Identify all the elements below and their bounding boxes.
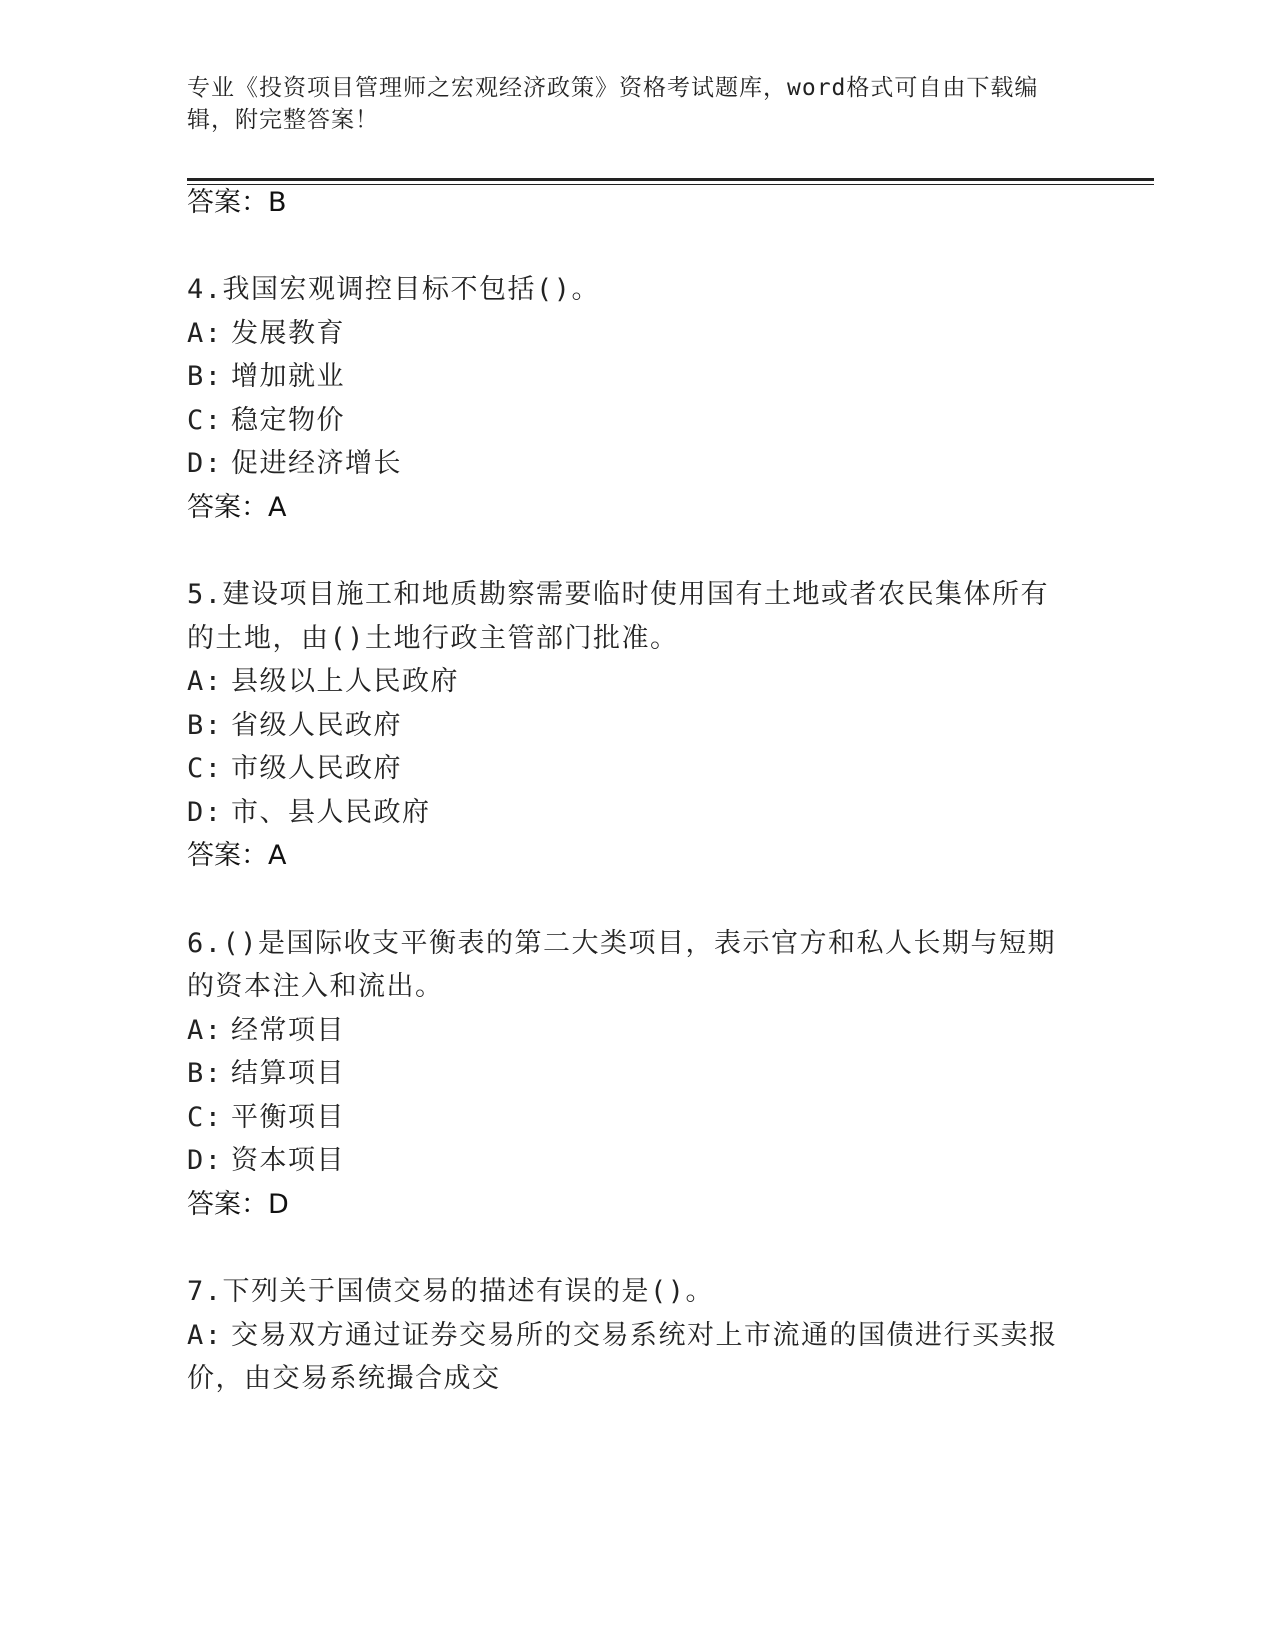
option-text: 交易双方通过证券交易所的交易系统对上市流通的国债进行买卖报	[231, 1320, 1058, 1351]
option-label: A:	[187, 666, 223, 697]
question-6-option-d	[187, 1144, 345, 1178]
question-5-option-a	[187, 665, 459, 699]
question-4-stem: 4.我国宏观调控目标不包括()。	[187, 274, 601, 305]
question-5-stem-line-1: 5.建设项目施工和地质勘察需要临时使用国有土地或者农民集体所有	[187, 579, 1050, 610]
question-5-option-b	[187, 709, 402, 743]
question-5-stem-line-2: 的土地，由()土地行政主管部门批准。	[187, 623, 679, 654]
answer-q5: 答案：A	[187, 840, 287, 871]
question-4-option-d	[187, 447, 402, 481]
option-label: C:	[187, 1102, 223, 1133]
option-text: 结算项目	[231, 1058, 345, 1089]
answer-q6: 答案：D	[187, 1189, 289, 1220]
question-6-option-a	[187, 1014, 345, 1048]
option-text: 平衡项目	[231, 1102, 345, 1133]
option-label: B:	[187, 1058, 223, 1089]
option-label: A:	[187, 318, 223, 349]
option-text: 市级人民政府	[231, 753, 402, 784]
option-text: 发展教育	[231, 318, 345, 349]
option-label: C:	[187, 753, 223, 784]
question-5-option-c	[187, 752, 402, 786]
question-4-option-c	[187, 404, 345, 438]
option-text: 增加就业	[231, 361, 345, 392]
question-5-option-d	[187, 796, 431, 830]
question-6-stem-line-2: 的资本注入和流出。	[187, 971, 444, 1002]
question-7-option-a-line-1	[187, 1319, 1058, 1353]
option-label: D:	[187, 448, 223, 479]
question-4-option-b	[187, 360, 345, 394]
question-6-stem-line-1: 6.()是国际收支平衡表的第二大类项目，表示官方和私人长期与短期	[187, 928, 1057, 959]
question-4-option-a	[187, 317, 345, 351]
answer-q3: 答案：B	[187, 187, 287, 218]
option-label: D:	[187, 797, 223, 828]
document-header	[187, 72, 1067, 136]
option-label: A:	[187, 1015, 223, 1046]
option-label: B:	[187, 710, 223, 741]
option-text: 县级以上人民政府	[231, 666, 459, 697]
question-6-option-b	[187, 1057, 345, 1091]
option-label: C:	[187, 405, 223, 436]
option-label: D:	[187, 1145, 223, 1176]
option-text: 经常项目	[231, 1015, 345, 1046]
header-line-1: 专业《投资项目管理师之宏观经济政策》资格考试题库，word格式可自由下载编	[187, 75, 1039, 101]
question-7-stem: 7.下列关于国债交易的描述有误的是()。	[187, 1276, 715, 1307]
header-divider-thick	[187, 178, 1154, 181]
option-text: 市、县人民政府	[231, 797, 431, 828]
option-text: 稳定物价	[231, 405, 345, 436]
answer-q4: 答案：A	[187, 492, 287, 523]
option-label: A:	[187, 1320, 223, 1351]
option-text: 资本项目	[231, 1145, 345, 1176]
option-label: B:	[187, 361, 223, 392]
question-7-option-a-line-2: 价，由交易系统撮合成交	[187, 1363, 501, 1394]
option-text: 省级人民政府	[231, 710, 402, 741]
header-line-2: 辑，附完整答案！	[187, 107, 379, 133]
option-text: 促进经济增长	[231, 448, 402, 479]
header-divider-thin	[187, 184, 1154, 185]
question-6-option-c	[187, 1101, 345, 1135]
